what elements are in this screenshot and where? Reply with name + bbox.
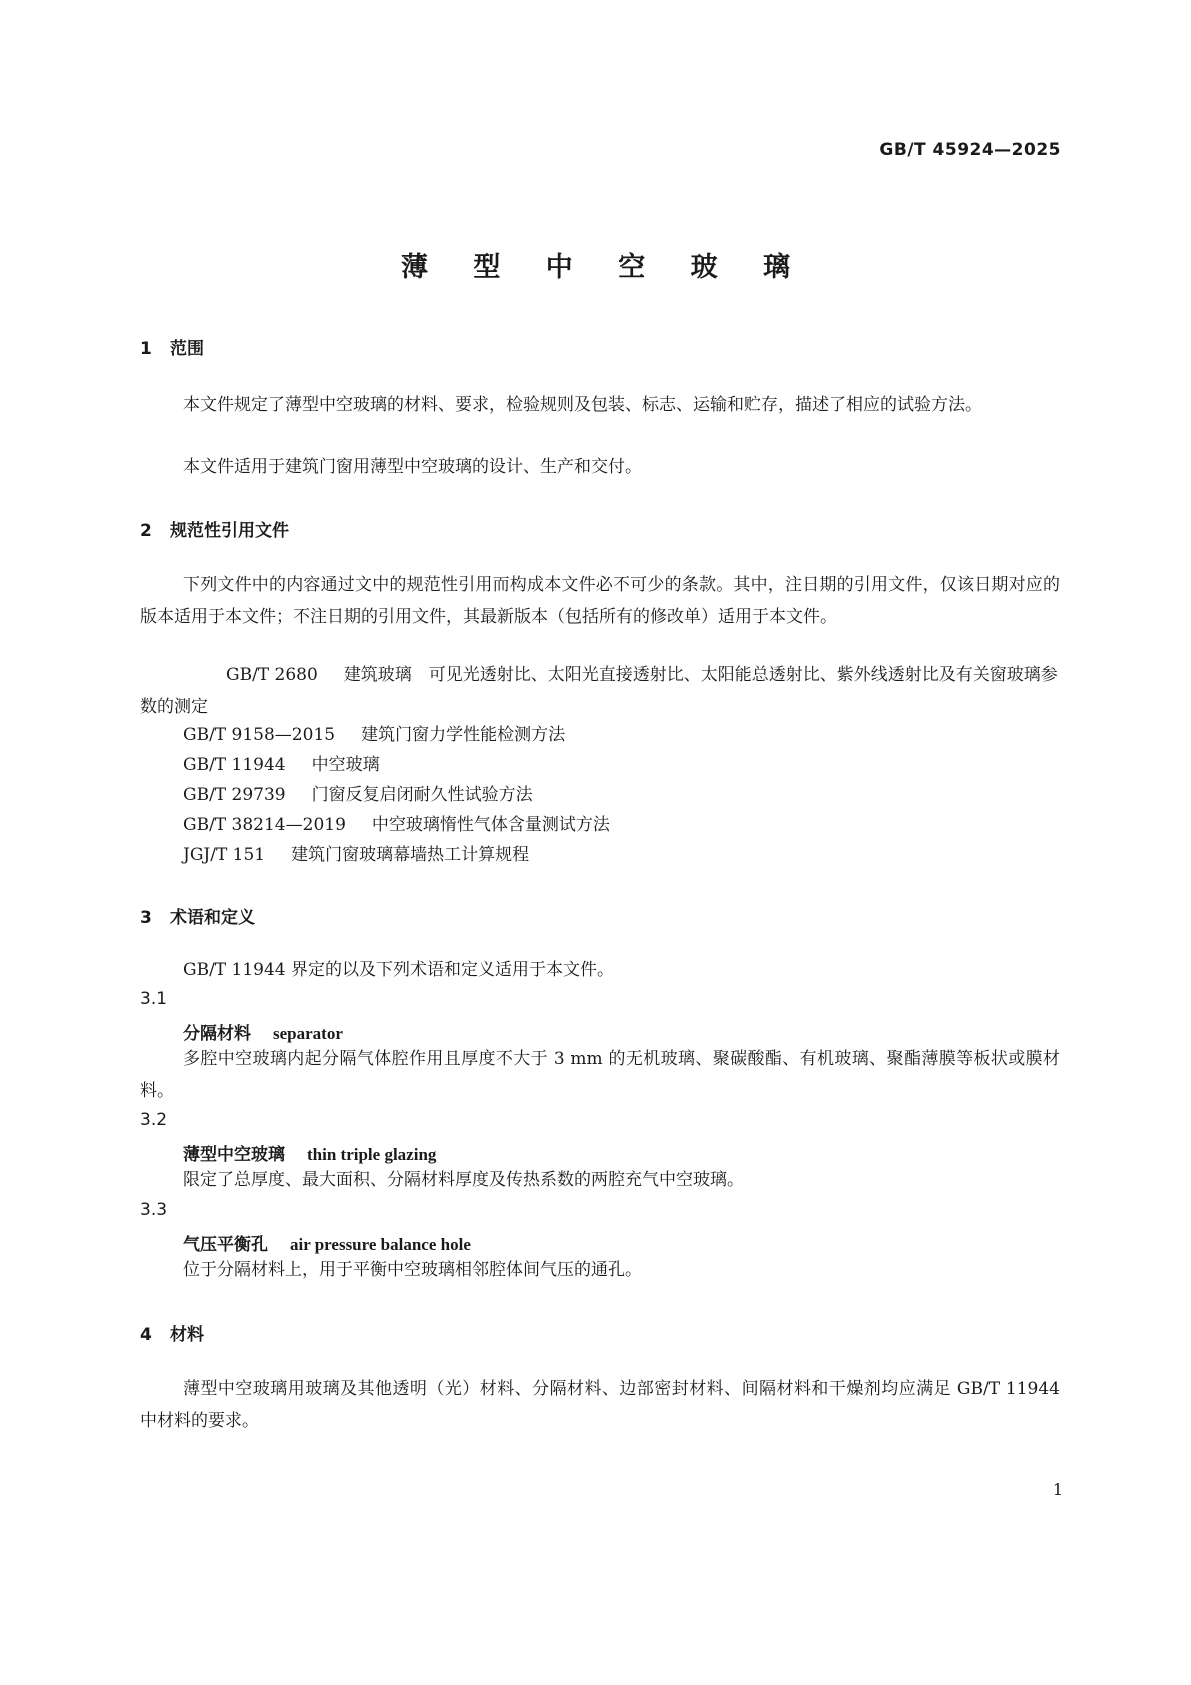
reference-title: 建筑门窗玻璃幕墙热工计算规程	[291, 845, 530, 865]
term-name-zh: 薄型中空玻璃	[183, 1145, 285, 1165]
term-definition: 限定了总厚度、最大面积、分隔材料厚度及传热系数的两腔充气中空玻璃。	[183, 1170, 744, 1190]
section-heading-normative-references	[140, 516, 289, 541]
section-heading-terms-definitions	[140, 903, 255, 928]
term-name	[183, 1019, 343, 1044]
paragraph: 本文件适用于建筑门窗用薄型中空玻璃的设计、生产和交付。	[183, 457, 642, 477]
term-name	[183, 1140, 436, 1165]
section-title: 范围	[170, 339, 204, 359]
reference-title: 建筑门窗力学性能检测方法	[361, 725, 566, 745]
paragraph: 本文件规定了薄型中空玻璃的材料、要求，检验规则及包装、标志、运输和贮存，描述了相应的试验方法。	[183, 395, 982, 415]
section-number: 2	[140, 521, 152, 541]
reference-code: JGJ/T 151	[183, 845, 266, 865]
term-definition: 多腔中空玻璃内起分隔气体腔作用且厚度不大于 3 mm 的无机玻璃、聚碳酸酯、有机玻璃、聚酯薄膜等板状或膜材料。	[140, 1049, 1060, 1101]
term-definition: 位于分隔材料上，用于平衡中空玻璃相邻腔体间气压的通孔。	[183, 1260, 642, 1280]
section-number: 3	[140, 908, 152, 928]
reference-item	[183, 809, 1063, 841]
reference-item	[140, 659, 1060, 723]
reference-code: GB/T 38214—2019	[183, 815, 346, 835]
term-number: 3.3	[140, 1200, 168, 1220]
document-title: 薄 型 中 空 玻 璃	[401, 252, 808, 283]
reference-code: GB/T 29739	[183, 785, 286, 805]
term-name-zh: 分隔材料	[183, 1024, 251, 1044]
term-name-en: air pressure balance hole	[290, 1235, 471, 1254]
section-heading-materials	[140, 1320, 204, 1345]
paragraph: 薄型中空玻璃用玻璃及其他透明（光）材料、分隔材料、边部密封材料、间隔材料和干燥剂均应满足 GB/T 11944 中材料的要求。	[140, 1379, 1060, 1431]
reference-code: GB/T 11944	[183, 755, 286, 775]
reference-title: 门窗反复启闭耐久性试验方法	[311, 785, 533, 805]
section-number: 4	[140, 1325, 152, 1345]
reference-item	[183, 839, 1063, 871]
section-title: 术语和定义	[170, 908, 255, 928]
paragraph: 下列文件中的内容通过文中的规范性引用而构成本文件必不可少的条款。其中，注日期的引用文件，仅该日期对应的版本适用于本文件；不注日期的引用文件，其最新版本（包括所有的修改单）适用于本文件。	[140, 575, 1060, 627]
term-name	[183, 1230, 471, 1255]
paragraph: GB/T 11944 界定的以及下列术语和定义适用于本文件。	[183, 960, 615, 980]
reference-code: GB/T 9158—2015	[183, 725, 336, 745]
reference-item	[183, 719, 1063, 751]
reference-item	[183, 749, 1063, 781]
reference-title: 中空玻璃	[311, 755, 380, 775]
reference-item	[183, 779, 1063, 811]
page-number: 1	[1052, 1480, 1063, 1499]
standard-code: GB/T 45924—2025	[879, 140, 1061, 160]
section-title: 材料	[170, 1325, 204, 1345]
section-title: 规范性引用文件	[170, 521, 289, 541]
term-number: 3.2	[140, 1110, 168, 1130]
reference-title: 建筑玻璃 可见光透射比、太阳光直接透射比、太阳能总透射比、紫外线透射比及有关窗玻璃参数的测定	[140, 665, 1058, 717]
reference-code: GB/T 2680	[226, 665, 318, 685]
reference-title: 中空玻璃惰性气体含量测试方法	[371, 815, 610, 835]
section-number: 1	[140, 339, 152, 359]
term-name-zh: 气压平衡孔	[183, 1235, 268, 1255]
term-number: 3.1	[140, 989, 168, 1009]
term-name-en: separator	[273, 1024, 343, 1043]
section-heading-scope	[140, 334, 204, 359]
term-name-en: thin triple glazing	[307, 1145, 437, 1164]
